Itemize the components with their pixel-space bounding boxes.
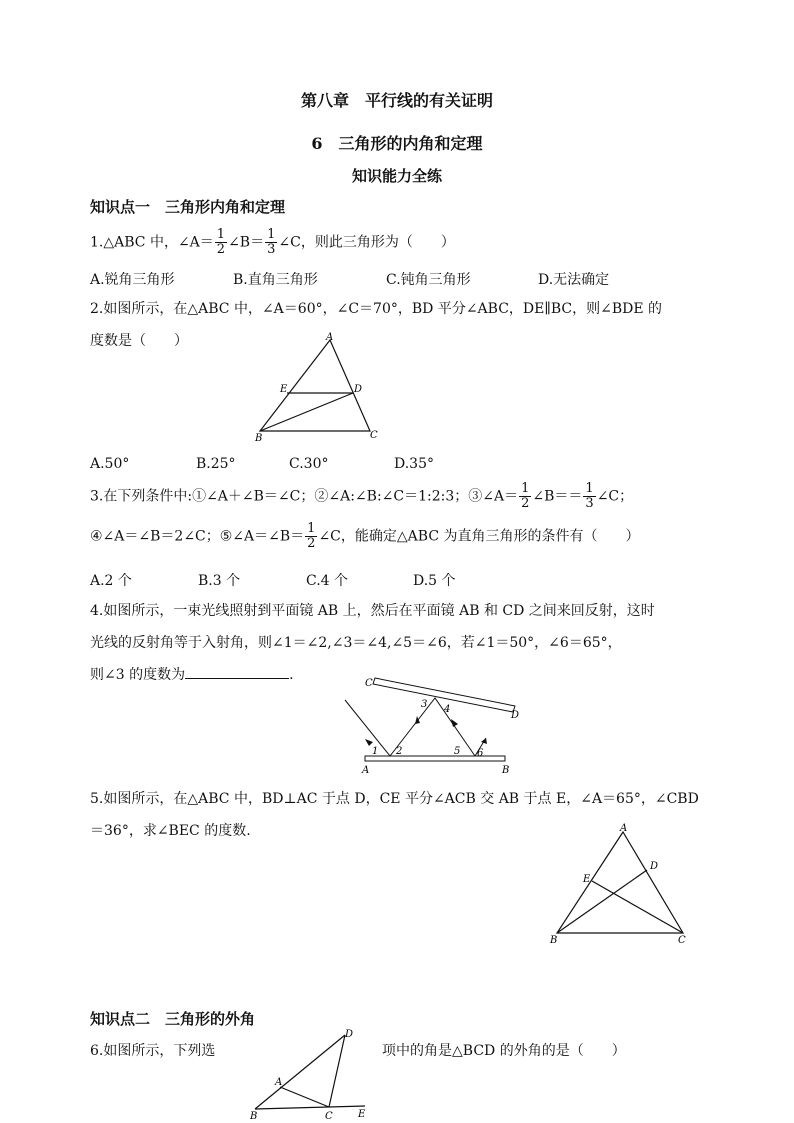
q6-figure — [245, 1025, 380, 1123]
label-a: A — [326, 332, 334, 343]
q2-line-2: 度数是（ ） — [90, 333, 188, 349]
label-b: B — [550, 935, 558, 946]
lesson-title: 6 三角形的内角和定理 — [311, 134, 483, 153]
segment-ac — [280, 1087, 329, 1107]
q2-option-c: C.30° — [289, 456, 329, 472]
q3-l2-prefix: ④∠A＝∠B＝2∠C；⑤∠A＝∠B＝ — [90, 528, 305, 545]
q1-option-a: A.锐角三角形 — [90, 272, 175, 288]
section-2-title: 知识点二 三角形的外角 — [90, 1010, 256, 1028]
q1-option-d: D.无法确定 — [538, 272, 610, 288]
label-b: B — [255, 433, 263, 444]
q4-line-3 — [90, 664, 294, 686]
arrow-icon — [365, 739, 373, 746]
practice-title: 知识能力全练 — [351, 167, 442, 185]
q2-option-d: D.35° — [394, 456, 434, 472]
q3-option-a: A.2 个 — [90, 573, 132, 589]
q4-mirror-figure — [335, 672, 535, 782]
label-a: A — [362, 765, 370, 776]
label-e: E — [358, 1109, 366, 1120]
label-e: E — [583, 874, 591, 885]
q1-fraction-2: $\frac{1}{3}$ — [267, 227, 276, 257]
q3-l2-suffix: ∠C，能确定△ABC 为直角三角形的条件有（ ） — [318, 528, 640, 545]
q4-line-2: 光线的反射角等于入射角，则∠1＝∠2,∠3＝∠4,∠5＝∠6，若∠1＝50°，∠6＝65°， — [90, 635, 622, 651]
label-2: 2 — [396, 746, 403, 757]
q3-option-c: C.4 个 — [306, 573, 349, 589]
q3-line-1 — [90, 482, 633, 511]
answer-blank[interactable] — [185, 664, 289, 679]
arrow-icon — [481, 738, 487, 744]
q1-prefix: 1.△ABC 中，∠A＝ — [90, 234, 214, 251]
q2-option-a: A.50° — [90, 456, 130, 472]
q3-l1-prefix: 3.在下列条件中:①∠A＋∠B＝∠C；②∠A:∠B:∠C＝1:2:3；③∠A＝ — [90, 488, 519, 505]
mirror-ab — [365, 756, 505, 761]
segment-bd — [557, 870, 647, 933]
section-1-title: 知识点一 三角形内角和定理 — [90, 198, 286, 216]
q3-option-b: B.3 个 — [198, 573, 241, 589]
q6-prefix: 6.如图所示，下列选 — [90, 1043, 216, 1059]
q1-option-c: C.钝角三角形 — [386, 272, 471, 288]
segment-ce — [592, 881, 683, 933]
q3-option-d: D.5 个 — [413, 573, 456, 589]
label-3: 3 — [421, 699, 428, 710]
label-b: B — [502, 765, 510, 776]
label-a: A — [620, 823, 628, 834]
label-c: C — [365, 678, 373, 689]
arrow-icon — [451, 719, 458, 727]
q5-line-2: ＝36°，求∠BEC 的度数. — [90, 823, 251, 839]
line-be — [255, 1106, 365, 1109]
label-e: E — [280, 384, 288, 395]
label-d: D — [650, 861, 659, 872]
q1-mid: ∠B＝ — [228, 234, 265, 251]
q2-line-1: 2.如图所示，在△ABC 中，∠A＝60°，∠C＝70°，BD 平分∠ABC，DE∥BC，则∠BDE 的 — [90, 301, 663, 317]
triangle-abc — [557, 832, 683, 933]
label-6: 6 — [477, 748, 484, 759]
label-c: C — [678, 935, 686, 946]
q5-line-1: 5.如图所示，在△ABC 中，BD⊥AC 于点 D，CE 平分∠ACB 交 AB 于点 E，∠A＝65°，∠CBD — [90, 791, 699, 807]
q1-option-b: B.直角三角形 — [233, 272, 318, 288]
label-1: 1 — [372, 746, 379, 757]
label-d: D — [511, 710, 520, 721]
label-c: C — [325, 1111, 333, 1122]
arrow-icon — [415, 716, 420, 724]
q3-fraction-2: $\frac{1}{3}$ — [585, 481, 594, 511]
q3-fraction-3: $\frac{1}{2}$ — [307, 521, 316, 551]
label-d: D — [345, 1029, 354, 1040]
label-d: D — [354, 384, 363, 395]
question-1 — [90, 228, 455, 257]
q4-line-3-prefix: 则∠3 的度数为 — [90, 667, 186, 683]
q3-l1-suffix: ∠C； — [596, 488, 634, 505]
label-a: A — [275, 1077, 283, 1088]
label-5: 5 — [454, 746, 461, 757]
q4-line-3-suffix: . — [289, 667, 294, 683]
q5-triangle-figure — [545, 818, 705, 948]
q1-fraction-1: $\frac{1}{2}$ — [216, 227, 226, 257]
q3-fraction-1: $\frac{1}{2}$ — [521, 481, 530, 511]
chapter-title: 第八章 平行线的有关证明 — [300, 91, 493, 110]
q3-l1-mid: ∠B＝＝ — [532, 488, 583, 505]
q2-triangle-figure — [250, 330, 390, 445]
q2-option-b: B.25° — [196, 456, 236, 472]
q6-suffix: 项中的角是△BCD 的外角的是（ ） — [382, 1043, 626, 1059]
q3-line-2 — [90, 522, 639, 551]
q1-suffix: ∠C，则此三角形为（ ） — [278, 234, 455, 251]
label-b: B — [250, 1111, 258, 1122]
label-4: 4 — [444, 704, 451, 715]
label-c: C — [370, 430, 378, 441]
q4-line-1: 4.如图所示，一束光线照射到平面镜 AB 上，然后在平面镜 AB 和 CD 之间来回反射，这时 — [90, 603, 655, 619]
